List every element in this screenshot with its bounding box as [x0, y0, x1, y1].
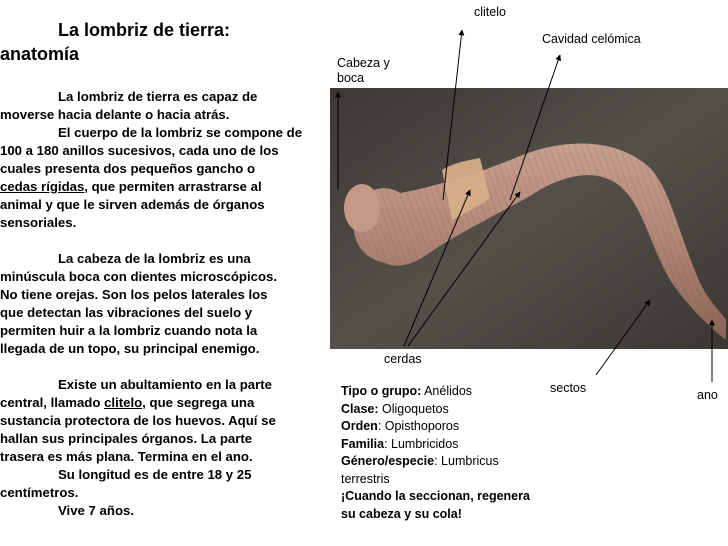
taxonomy-key: Género/especie — [341, 454, 435, 468]
taxonomy-genero-cont: terrestris — [341, 471, 390, 486]
taxonomy-key: Familia — [341, 436, 385, 451]
label-cabeza-line-1: Cabeza y — [337, 56, 390, 70]
arrow-cerdas-2 — [408, 192, 520, 346]
taxonomy-value: : Lumbricidos — [384, 436, 459, 451]
cedas-rigidas-link[interactable]: cedas rígidas — [0, 179, 85, 194]
label-sectos: sectos — [550, 381, 587, 395]
regeneration-note-line-2: su cabeza y su cola! — [341, 506, 462, 521]
text-span: , que permiten arrastrarse al — [84, 179, 262, 194]
text-span: que segrega una — [145, 395, 255, 410]
text-line: cuales presenta dos pequeños gancho o — [0, 161, 256, 176]
text-line: Existe un abultamiento en la parte — [58, 377, 272, 392]
text-line: moverse hacia delante o hacia atrás. — [0, 107, 230, 122]
taxonomy-key: Tipo o grupo: — [341, 384, 422, 398]
taxonomy-key: Orden — [341, 419, 378, 433]
text-line: minúscula boca con dientes microscópicos. — [0, 269, 278, 284]
label-cavidad-celomica: Cavidad celómica — [542, 32, 641, 46]
taxonomy-value: : Lumbricus — [434, 454, 499, 468]
text-line: que detectan las vibraciones del suelo y — [0, 305, 253, 320]
text-line: sustancia protectora de los huevos. Aquí se — [0, 413, 276, 428]
text-line: permiten huir a la lombriz cuando nota la — [0, 323, 258, 338]
taxonomy-value: : Opisthoporos — [377, 419, 460, 433]
arrow-sectos — [596, 300, 650, 375]
text-line: 100 a 180 anillos sucesivos, cada uno de los — [0, 143, 279, 158]
taxonomy-key: Clase: — [341, 401, 379, 416]
title-line-1: La lombriz de tierra: — [58, 20, 231, 40]
text-line: No tiene orejas. Son los pelos laterales los — [0, 287, 268, 302]
text-line: llegada de un topo, su principal enemigo. — [0, 341, 260, 356]
text-line: La cabeza de la lombriz es una — [58, 251, 251, 266]
text-line: centímetros. — [0, 485, 79, 500]
taxonomy-clase — [341, 401, 581, 419]
taxonomy-genero — [341, 453, 581, 471]
regeneration-note-line-1: ¡Cuando la seccionan, regenera — [341, 489, 530, 503]
label-cabeza-line-2: boca — [337, 71, 365, 85]
taxonomy-value: Anélidos — [421, 384, 473, 398]
title-line-2: anatomía — [0, 44, 80, 64]
taxonomy-familia — [341, 436, 581, 454]
clitelo-link[interactable]: clitelo, — [104, 395, 146, 410]
taxonomy-block — [341, 383, 581, 523]
label-cabeza — [337, 56, 390, 86]
text-line: El cuerpo de la lombriz se compone de — [58, 125, 303, 140]
arrow-cerdas-1 — [404, 190, 470, 346]
arrow-cavidad — [510, 55, 560, 200]
text-line: sensoriales. — [0, 215, 77, 230]
arrow-clitelo — [443, 30, 462, 200]
taxonomy-value: Oligoquetos — [378, 401, 449, 416]
taxonomy-tipo — [341, 383, 581, 401]
taxonomy-orden — [341, 418, 581, 436]
label-cerdas: cerdas — [384, 352, 422, 366]
text-line: hallan sus principales órganos. La parte — [0, 431, 253, 446]
text-line: La lombriz de tierra es capaz de — [58, 89, 258, 104]
text-line: Vive 7 años. — [58, 503, 134, 518]
text-line: trasera es más plana. Termina en el ano. — [0, 449, 253, 464]
label-ano: ano — [697, 388, 718, 402]
text-line: animal y que le sirven además de órganos — [0, 197, 265, 212]
text-line: Su longitud es de entre 18 y 25 — [58, 467, 252, 482]
text-span: central, llamado — [0, 395, 105, 410]
label-clitelo: clitelo — [474, 5, 506, 19]
